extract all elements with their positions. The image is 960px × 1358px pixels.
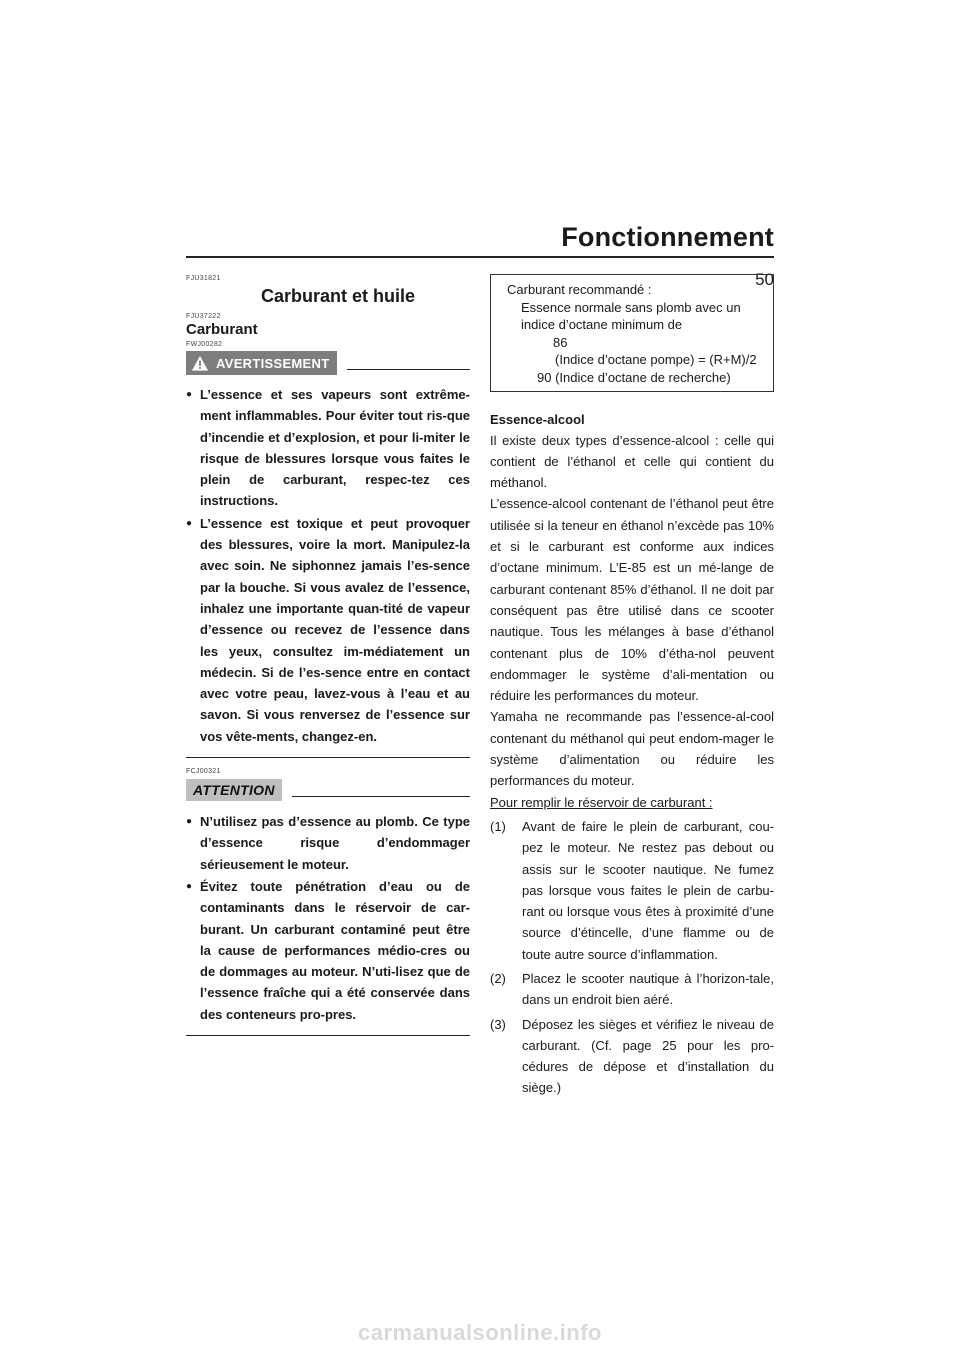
warning-item-text: L’essence est toxique et peut provoquer des blessures, voire la mort. Manipulez-la avec soin. Ne siphonnez jamais l’es-sence par la bouche. Si vous avalez de l’essence, inhalez une importante quan-tité de vapeur d’essence ou recevez de l’essence dans les yeux, consultez im-médiatement un médecin. Si de l’es-sence entre en contact avec votre peau, lavez-vous à l’eau et au savon. Si vous renversez de l’essence sur vos vête-ments, changez-en. bbox=[200, 515, 470, 744]
list-item bbox=[490, 968, 774, 1011]
attention-item-text: Évitez toute pénétration d’eau ou de contaminants dans le réservoir de car-burant. Un carburant contaminé peut être la cause de performances médio-cres ou de dommages au moteur. N’uti-lisez que de l’essence fraîche qui a été conservée dans des conteneurs pro-pres. bbox=[200, 878, 470, 1022]
paragraph: L’essence-alcool contenant de l’éthanol peut être utilisée si la teneur en éthanol n’excède pas 10% et si le carburant est conforme aux indices d’octane minimum. L’E-85 est un mé-lange de carburant contenant 85% d’éthanol. Il ne doit par conséquent pas être utilisé dans ce scooter nautique. Tous les mélanges à base d’éthanol contenant plus de 10% d’étha-nol peuvent endommager le système d’ali-mentation ou réduire les performances du moteur. bbox=[490, 496, 774, 704]
procedure-title: Pour remplir le réservoir de carburant : bbox=[490, 794, 713, 810]
recommended-fuel-box bbox=[490, 274, 774, 392]
paragraph: Il existe deux types d’essence-alcool : celle qui contient de l’éthanol et celle qui contient du méthanol. bbox=[490, 432, 774, 491]
list-item bbox=[186, 513, 470, 747]
bullet-icon: ● bbox=[186, 517, 193, 529]
reference-code: FJU31821 bbox=[186, 275, 221, 282]
attention-item-text: N’utilisez pas d’essence au plomb. Ce type d’essence risque d’endommager sérieusement le moteur. bbox=[200, 814, 470, 872]
attention-list bbox=[186, 811, 470, 1025]
paragraph: Yamaha ne recommande pas l’essence-al-cool contenant du méthanol qui peut endom-mager le système d’alimentation ou réduire les performances du moteur. bbox=[490, 709, 774, 789]
page-number: 50 bbox=[755, 270, 774, 289]
warning-triangle-icon bbox=[192, 356, 208, 371]
divider bbox=[186, 1035, 470, 1036]
step-number: (3) bbox=[490, 1016, 506, 1032]
page-header-title: Fonctionnement bbox=[561, 222, 774, 252]
step-text: Déposez les sièges et vérifiez le niveau de carburant. (Cf. page 25 pour les pro-cédures de dépose et d’installation du siège.) bbox=[522, 1016, 774, 1096]
page-header bbox=[186, 222, 774, 258]
warning-list bbox=[186, 384, 470, 747]
subheading: Essence-alcool bbox=[490, 411, 585, 427]
spec-line: Essence normale sans plomb avec un bbox=[521, 299, 741, 315]
spec-line: (Indice d’octane pompe) = (R+M)/2 bbox=[555, 352, 757, 368]
step-text: Avant de faire le plein de carburant, cou-pez le moteur. Ne restez pas debout ou assis sur le scooter nautique. Ne fumez pas lorsque vous faites le plein de carbu-rant ou lorsque vous êtes à proximité d’une source d’étincelle, d’une flamme ou de toute autre source d’inflammation. bbox=[522, 818, 774, 962]
step-number: (1) bbox=[490, 818, 506, 834]
bullet-icon: ● bbox=[186, 880, 193, 892]
list-item bbox=[186, 384, 470, 512]
list-item bbox=[186, 876, 470, 1025]
attention-label: ATTENTION bbox=[186, 779, 282, 801]
list-item bbox=[186, 811, 470, 875]
spec-line: 86 bbox=[553, 334, 568, 350]
left-column bbox=[186, 274, 470, 1036]
bullet-icon: ● bbox=[186, 816, 193, 828]
spec-title: Carburant recommandé : bbox=[507, 282, 652, 297]
reference-code: FWJ00282 bbox=[186, 341, 223, 348]
procedure-steps bbox=[490, 816, 774, 1099]
step-number: (2) bbox=[490, 970, 506, 986]
section-title: Carburant et huile bbox=[260, 286, 416, 306]
spec-line: 90 (Indice d’octane de recherche) bbox=[537, 369, 731, 385]
warning-label-text: AVERTISSEMENT bbox=[216, 355, 330, 371]
reference-code: FCJ00321 bbox=[186, 768, 221, 776]
warning-item-text: L’essence et ses vapeurs sont extrême-ment inflammables. Pour éviter tout ris-que d’incendie et d’explosion, et pour li-miter le risque de blessures lorsque vous faites le plein de carburant, respec-tez ces instructions. bbox=[200, 387, 470, 509]
subsection-title: Carburant bbox=[186, 321, 258, 338]
watermark: carmanualsonline.info bbox=[358, 1320, 602, 1345]
divider bbox=[292, 784, 470, 797]
step-text: Placez le scooter nautique à l’horizon-tale, dans un endroit bien aéré. bbox=[522, 970, 774, 1008]
list-item bbox=[490, 816, 774, 965]
bullet-icon: ● bbox=[186, 389, 193, 400]
warning-header bbox=[186, 350, 470, 376]
warning-label bbox=[186, 351, 337, 375]
list-item bbox=[490, 1014, 774, 1099]
divider bbox=[347, 357, 470, 370]
reference-code: FJU37222 bbox=[186, 313, 221, 320]
right-column bbox=[490, 274, 774, 1099]
spec-line: indice d’octane minimum de bbox=[521, 317, 683, 333]
attention-header bbox=[186, 777, 470, 803]
divider bbox=[186, 757, 470, 758]
